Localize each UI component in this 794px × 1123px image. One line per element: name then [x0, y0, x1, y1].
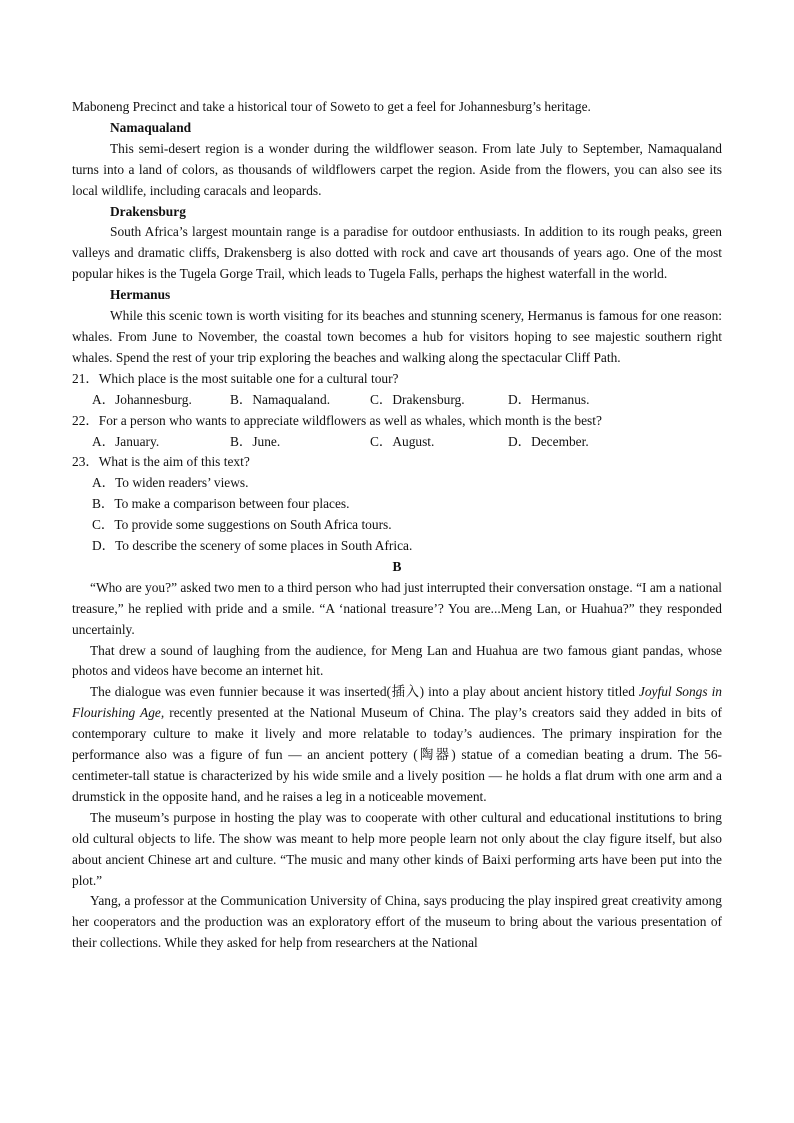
option-a[interactable]: A．January.: [92, 433, 160, 449]
question-22-options: [72, 432, 722, 453]
passage-b-paragraph-3: The dialogue was even funnier because it was inserted(插入) into a play about ancient history titled Joyful Songs in Flourishing Age, recently presented at the National Museum of China. The play’s creators said they added in bits of contemporary culture to make it lively and more relatable to today’s audiences. The primary inspiration for the performance also was a figure of fun — an ancient pottery (陶器) statue of a comedian beating a drum. The 56-centimeter-tall statue is characterized by his wide smile and a lively position — he holds a flat drum with one arm and a drumstick in the opposite hand, and he raises a leg in a noticeable movement.: [72, 684, 723, 804]
section-text-namaqualand: This semi-desert region is a wonder during the wildflower season. From late July to September, Namaqualand turns into a land of colors, as thousands of wildflowers carpet the region. Aside from the flowers, you can also see its local wildlife, including caracals and leopards.: [72, 140, 722, 198]
section-text-drakensburg: South Africa’s largest mountain range is a paradise for outdoor enthusiasts. In addition to its rough peaks, green valleys and dramatic cliffs, Drakensberg is also dotted with rock and cave art thousands of years ago. One of the most popular hikes is the Tugela Gorge Trail, which leads to Tugela Falls, perhaps the highest waterfall in the world.: [72, 224, 722, 282]
passage-b-paragraph-1: “Who are you?” asked two men to a third person who had just interrupted their conversation onstage. “I am a national treasure,” he replied with pride and a smile. “A ‘national treasure’? You are...Meng Lan, or Huahua?” they responded uncertainly.: [72, 579, 722, 637]
exam-page: [72, 97, 722, 954]
option-d[interactable]: D．December.: [508, 433, 589, 449]
option-b[interactable]: B．To make a comparison between four places.: [92, 496, 350, 512]
section-heading-namaqualand: Namaqualand: [110, 119, 192, 135]
option-c[interactable]: C．Drakensburg.: [370, 391, 465, 407]
section-heading-hermanus: Hermanus: [110, 287, 171, 303]
question-text: For a person who wants to appreciate wildflowers as well as whales, which month is the best?: [98, 412, 602, 428]
option-d[interactable]: D．To describe the scenery of some places in South Africa.: [92, 538, 413, 554]
question-23: [72, 452, 722, 473]
option-c[interactable]: C．To provide some suggestions on South Africa tours.: [92, 517, 392, 533]
question-number: 21．: [72, 370, 99, 386]
question-text: Which place is the most suitable one for a cultural tour?: [98, 370, 399, 386]
passage-b-title: B: [392, 558, 402, 574]
question-22: [72, 411, 722, 432]
passage-b-paragraph-2: That drew a sound of laughing from the audience, for Meng Lan and Huahua are two famous giant pandas, whose photos and videos have become an internet hit.: [72, 642, 722, 679]
question-21: [72, 369, 722, 390]
option-c[interactable]: C．August.: [370, 433, 435, 449]
question-text: What is the aim of this text?: [98, 454, 250, 470]
option-b[interactable]: B．June.: [230, 433, 281, 449]
play-title: Joyful Songs in Flourishing Age,: [72, 684, 722, 721]
section-text-hermanus: While this scenic town is worth visiting for its beaches and stunning scenery, Hermanus is famous for one reason: whales. From June to November, the coastal town becomes a hub for visitors hoping to see majestic southern right whales. Spend the rest of your trip exploring the beaches and walking along the spectacular Cliff Path.: [72, 308, 722, 365]
passage-b-paragraph-4: The museum’s purpose in hosting the play was to cooperate with other cultural and educational institutions to bring old cultural objects to life. The show was meant to help more people learn not only about the clay figure itself, but also about ancient Chinese art and culture. “The music and many other kinds of Baixi performing arts have been put into the plot.”: [72, 809, 722, 888]
option-d[interactable]: D．Hermanus.: [508, 391, 590, 407]
option-a[interactable]: A．To widen readers’ views.: [92, 475, 249, 491]
option-a[interactable]: A．Johannesburg.: [92, 391, 192, 407]
option-b[interactable]: B．Namaqualand.: [230, 391, 331, 407]
question-number: 23．: [72, 454, 99, 470]
section-heading-drakensburg: Drakensburg: [110, 203, 186, 219]
question-number: 22．: [72, 412, 99, 428]
question-21-options: [72, 390, 722, 411]
passage-a-intro-tail: Maboneng Precinct and take a historical tour of Soweto to get a feel for Johannesburg’s heritage.: [72, 99, 591, 114]
passage-b-paragraph-5: Yang, a professor at the Communication University of China, says producing the play inspired great creativity among her cooperators and the production was an exploratory effort of the museum to bring about the various presentation of their collections. While they asked for help from researchers at the National: [72, 893, 722, 951]
